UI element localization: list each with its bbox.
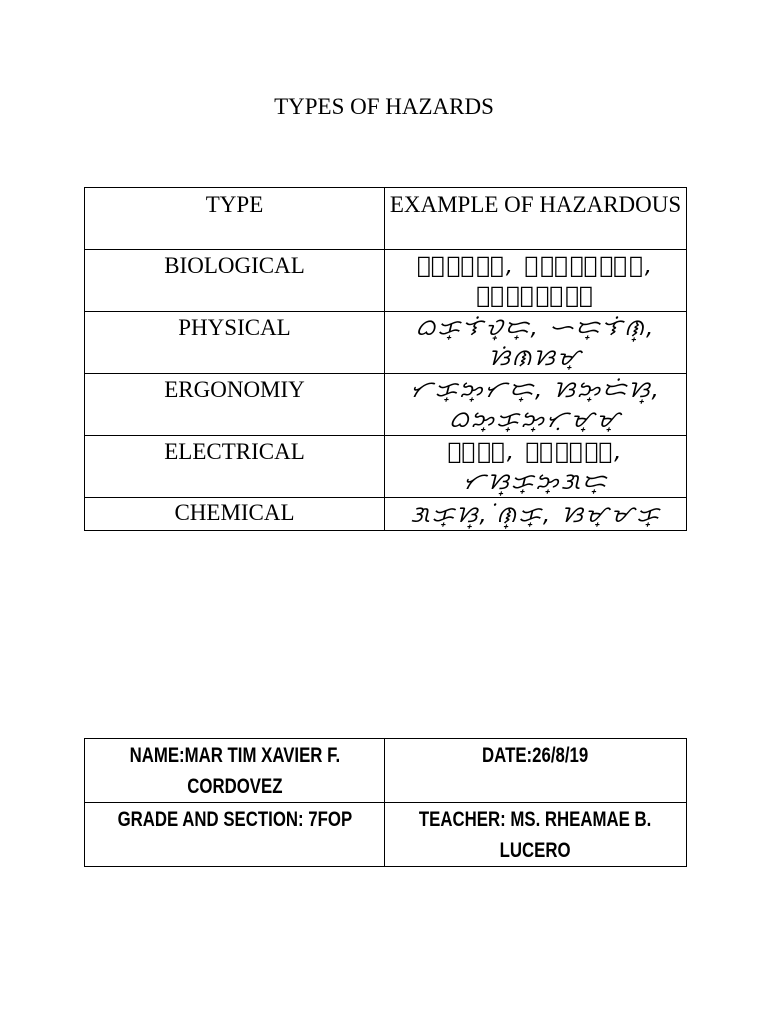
- hazard-example: [385, 250, 687, 312]
- student-info-table: [84, 738, 687, 867]
- date: DATE:26/8/19: [482, 744, 589, 767]
- header-example: EXAMPLE OF HAZARDOUS: [385, 188, 687, 250]
- table-header-row: [85, 188, 687, 250]
- teacher: TEACHER: MS. RHEAMAE B. LUCERO: [419, 808, 652, 862]
- table-row: [85, 250, 687, 312]
- table-row: [85, 739, 687, 803]
- table-row: [85, 312, 687, 374]
- student-name: NAME:MAR TIM XAVIER F. CORDOVEZ: [129, 744, 340, 798]
- hazard-example: [385, 436, 687, 498]
- teacher-cell: [385, 803, 687, 867]
- hazard-example: [385, 374, 687, 436]
- header-type: TYPE: [85, 188, 385, 250]
- example-line: ᜆᜃ᜔ᜅ᜔ᜆᜇ᜔, ᜐᜅ᜔ᜇᜒᜐ᜔,: [410, 377, 661, 403]
- table-row: [85, 498, 687, 531]
- table-row: [85, 803, 687, 867]
- example-line: ᜀᜒᜈ᜔, ᜋᜓᜆᜒᜇ᜔,: [447, 439, 624, 465]
- hazard-type: BIOLOGICAL: [85, 250, 385, 312]
- example-line: ᜀᜒᜈᜓᜐ᜔, ᜊᜃ᜔ᜆᜒᜇ᜔ᜌ, ᜉᜓᜅ᜔ᜄᜓᜐ᜔: [416, 253, 655, 309]
- grade-section-cell: [85, 803, 385, 867]
- hazard-type: PHYSICAL: [85, 312, 385, 374]
- hazards-table: [84, 187, 687, 531]
- hazard-type: ERGONOMIY: [85, 374, 385, 436]
- hazard-type: ELECTRICAL: [85, 436, 385, 498]
- example-line: ᜊᜅ᜔ᜃ᜔ᜅ᜔ᜆᜓᜋ᜔ᜋ᜔: [449, 407, 622, 433]
- example-line: ᜊᜃ᜔ᜎᜒᜏ᜔ᜇ᜔, ᜑᜇ᜔ᜎᜒᜈ᜔,: [415, 315, 656, 341]
- table-row: [85, 374, 687, 436]
- date-cell: [385, 739, 687, 803]
- example-line: ᜆᜐ᜔ᜃ᜔ᜅ᜔ᜄᜇ᜔: [463, 469, 608, 495]
- document-title: TYPES OF HAZARDS: [274, 94, 494, 119]
- student-name-cell: [85, 739, 385, 803]
- hazard-type: CHEMICAL: [85, 498, 385, 531]
- grade-section: GRADE AND SECTION: 7FOP: [117, 808, 352, 831]
- example-line: ᜐᜒᜈᜐᜋ᜔: [488, 345, 583, 371]
- table-row: [85, 436, 687, 498]
- hazard-example: [385, 312, 687, 374]
- example-line: ᜄᜃ᜔ᜐ᜔, ᜒᜈ᜔ᜃ᜔, ᜐᜋ᜔ᜋᜃ᜔: [410, 502, 661, 528]
- hazard-example: [385, 498, 687, 531]
